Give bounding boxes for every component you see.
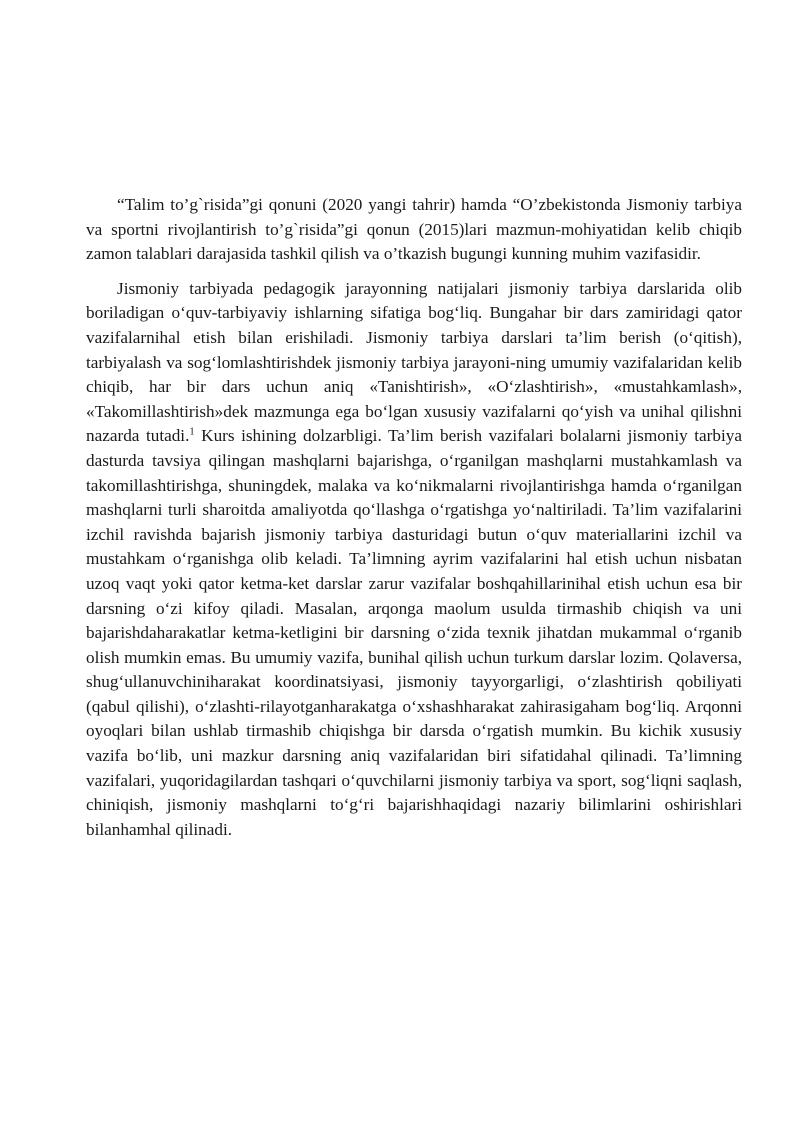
- paragraph-pedagogical-process: [86, 277, 742, 843]
- paragraph-laws-intro: “Talim to’g`risida”gi qonuni (2020 yangi tahrir) hamda “O’zbekistonda Jismoniy tarbiya va sportni rivojlantirish to’g`risida”gi qonun (2015)lari mazmun-mohiyatidan kelib chiqib zamon talablari darajasida tashkil qilish va o’tkazish bugungi kunning muhim vazifasidir.: [86, 195, 742, 264]
- paragraph-text-part-1: Jismoniy tarbiyada pedagogik jarayonning natijalari jismoniy tarbiya darslarida olib boriladigan o‘quv-tarbiyaviy ishlarning sifatiga bog‘liq. Bungahar bir dars zamiridagi qator vazifalarnihal etish bilan erishiladi. Jismoniy tarbiya darslari ta’lim berish (o‘qitish), tarbiyalash va sog‘lomlashtirishdek jismoniy tarbiya jarayoni-ning umumiy vazifalaridan kelib chiqib, har bir dars uchun aniq «Tanishtirish», «O‘zlashtirish», «mustahkamlash», «Takomillashtirish»dek mazmunga ega bo‘lgan xususiy vazifalarni qo‘yish va unihal qilishni nazarda tutadi.: [86, 278, 742, 446]
- footnote-reference[interactable]: 1: [189, 426, 195, 438]
- document-body: [86, 193, 742, 842]
- paragraph-text-part-2: Kurs ishining dolzarbligi. Ta’lim berish vazifalari bolalarni jismoniy tarbiya dasturda tavsiya qilingan mashqlarni bajarishga, o‘rganilgan mashqlarni mustahkamlash va takomillashtirishga, shuningdek, malaka va ko‘nikmalarni rivojlantirishga hamda o‘rganilgan mashqlarni turli sharoitda amaliyotda qo‘llashga o‘rgatishga yo‘naltiriladi. Ta’lim vazifalarini izchil ravishda bajarish jismoniy tarbiya dasturidagi butun o‘quv materiallarini izchil va mustahkam o‘rganishga olib keladi. Ta’limning ayrim vazifalarini hal etish uchun nisbatan uzoq vaqt yoki qator ketma-ket darslar zarur vazifalar boshqahillarinihal etish uchun esa bir darsning o‘zi kifoy qiladi. Masalan, arqonga maolum usulda tirmashib chiqish va uni bajarishdaharakatlar ketma-ketligini bir darsning o‘zida texnik jihatdan mukammal o‘rganib olish mumkin emas. Bu umumiy vazifa, bunihal qilish uchun turkum darslar lozim. Qolaversa, shug‘ullanuvchiniharakat koordinatsiyasi, jismoniy tayyorgarligi, o‘zlashtirish qobiliyati (qabul qilishi), o‘zlashti-rilayotganharakatga o‘xshashharakat zahirasigaham bog‘liq. Arqonni oyoqlari bilan ushlab tirmashib chiqishga bir darsda o‘rgatish mumkin. Bu kichik xususiy vazifa bo‘lib, uni mazkur darsning aniq vazifalaridan biri sifatidahal qilinadi. Ta’limning vazifalari, yuqoridagilardan tashqari o‘quvchilarni jismoniy tarbiya va sport, sog‘liqni saqlash, chiniqish, jismoniy mashqlarni to‘g‘ri bajarishhaqidagi nazariy bilimlarini oshirishlari bilanhamhal qilinadi.: [86, 426, 742, 839]
